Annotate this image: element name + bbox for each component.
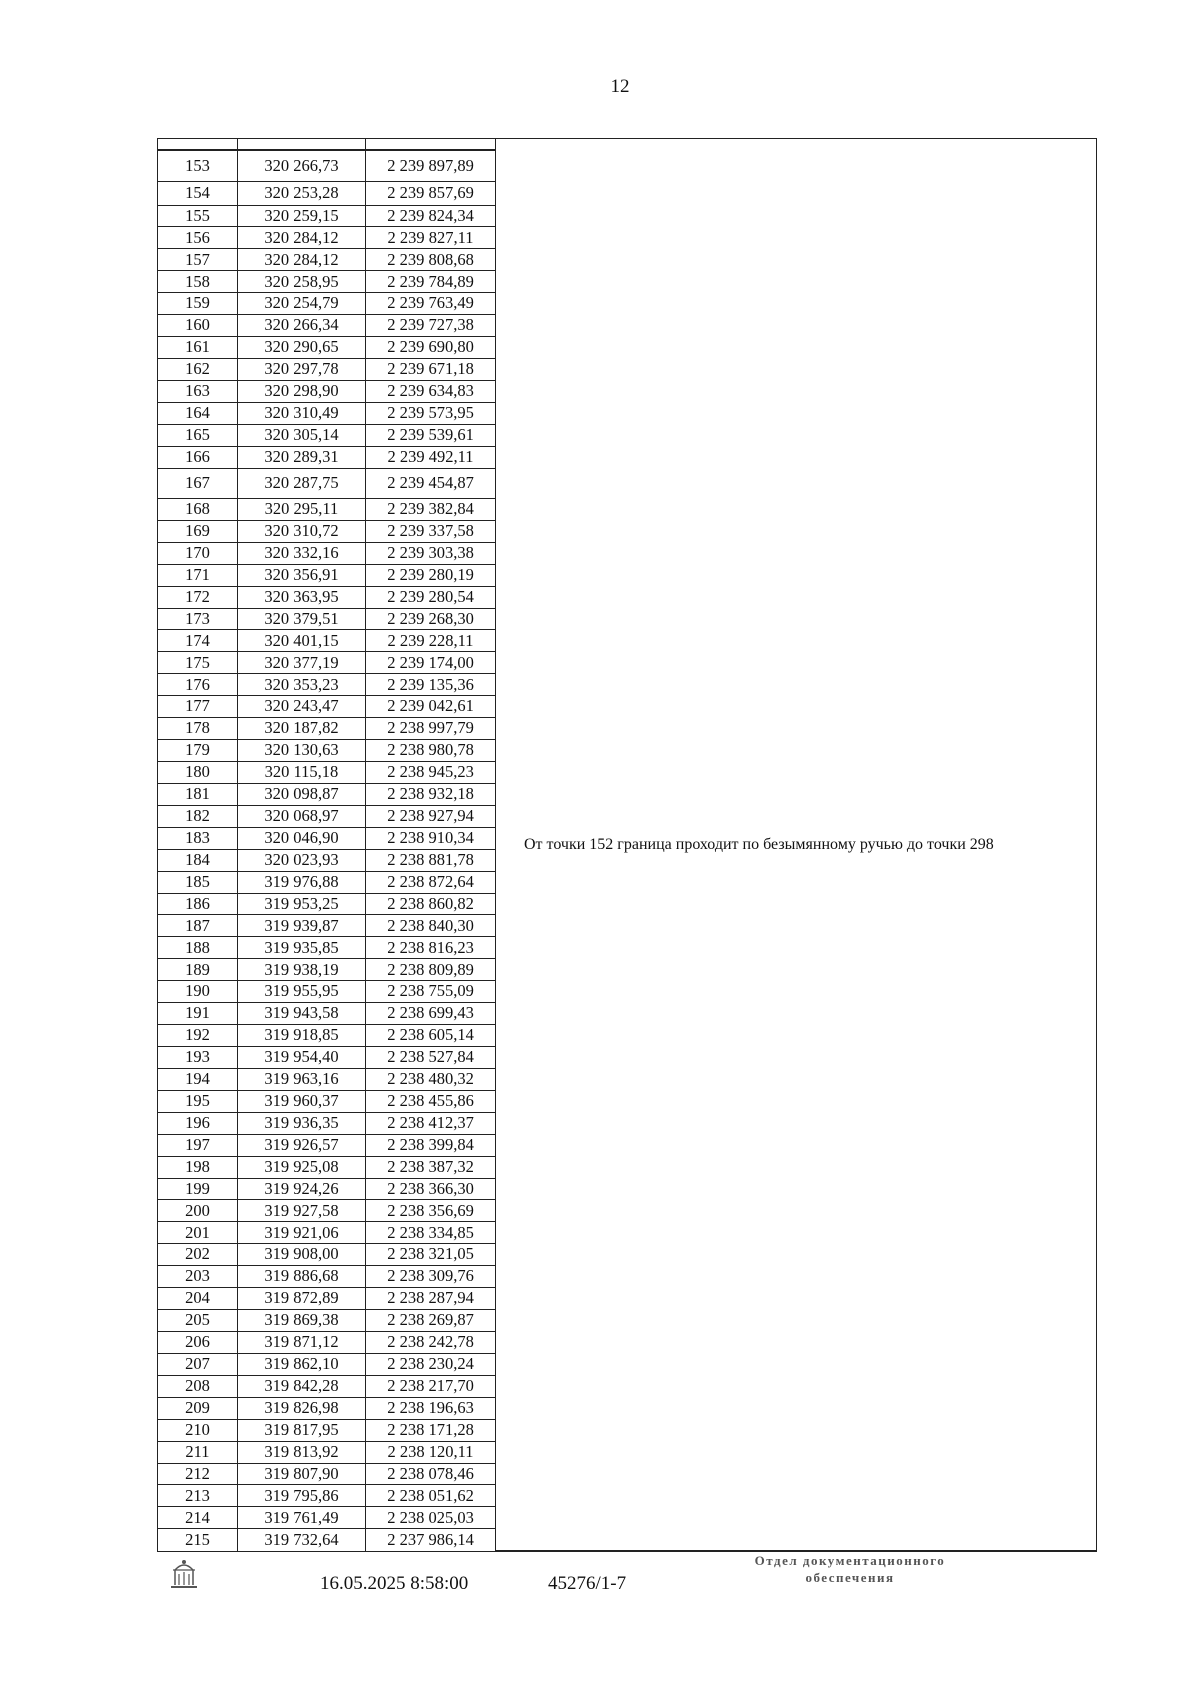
point-number-cell: 153 <box>158 150 238 181</box>
point-number-cell: 211 <box>158 1441 238 1463</box>
point-number-cell: 168 <box>158 498 238 520</box>
point-number-cell: 208 <box>158 1375 238 1397</box>
point-number-cell: 202 <box>158 1244 238 1266</box>
stamp-line-2: обеспечения <box>805 1570 895 1585</box>
point-number-cell: 160 <box>158 315 238 337</box>
y-coordinate-cell: 2 239 827,11 <box>366 227 496 249</box>
point-number-cell: 170 <box>158 542 238 564</box>
point-number-cell: 195 <box>158 1090 238 1112</box>
x-coordinate-cell: 319 732,64 <box>238 1529 366 1551</box>
x-coordinate-cell: 320 266,73 <box>238 150 366 181</box>
point-number-cell: 212 <box>158 1463 238 1485</box>
x-coordinate-cell: 320 401,15 <box>238 630 366 652</box>
y-coordinate-cell: 2 239 824,34 <box>366 205 496 227</box>
coordinates-table-body <box>158 139 1097 1552</box>
point-number-cell: 178 <box>158 718 238 740</box>
x-coordinate-cell: 320 356,91 <box>238 564 366 586</box>
point-number-cell: 193 <box>158 1046 238 1068</box>
header-cell-y <box>366 139 496 150</box>
x-coordinate-cell: 320 310,49 <box>238 402 366 424</box>
x-coordinate-cell: 319 955,95 <box>238 981 366 1003</box>
x-coordinate-cell: 320 295,11 <box>238 498 366 520</box>
x-coordinate-cell: 319 817,95 <box>238 1419 366 1441</box>
point-number-cell: 158 <box>158 271 238 293</box>
x-coordinate-cell: 319 960,37 <box>238 1090 366 1112</box>
x-coordinate-cell: 320 310,72 <box>238 520 366 542</box>
y-coordinate-cell: 2 239 303,38 <box>366 542 496 564</box>
point-number-cell: 215 <box>158 1529 238 1551</box>
y-coordinate-cell: 2 238 120,11 <box>366 1441 496 1463</box>
x-coordinate-cell: 320 023,93 <box>238 849 366 871</box>
x-coordinate-cell: 319 924,26 <box>238 1178 366 1200</box>
point-number-cell: 177 <box>158 696 238 718</box>
point-number-cell: 174 <box>158 630 238 652</box>
y-coordinate-cell: 2 239 671,18 <box>366 359 496 381</box>
point-number-cell: 180 <box>158 762 238 784</box>
y-coordinate-cell: 2 239 763,49 <box>366 293 496 315</box>
boundary-description: От точки 152 граница проходит по безымянному ручью до точки 298 <box>496 139 1097 1552</box>
x-coordinate-cell: 319 869,38 <box>238 1310 366 1332</box>
y-coordinate-cell: 2 239 634,83 <box>366 380 496 402</box>
y-coordinate-cell: 2 238 334,85 <box>366 1222 496 1244</box>
x-coordinate-cell: 320 243,47 <box>238 696 366 718</box>
header-cell-x <box>238 139 366 150</box>
point-number-cell: 197 <box>158 1134 238 1156</box>
y-coordinate-cell: 2 238 860,82 <box>366 893 496 915</box>
x-coordinate-cell: 319 807,90 <box>238 1463 366 1485</box>
point-number-cell: 155 <box>158 205 238 227</box>
point-number-cell: 162 <box>158 359 238 381</box>
footer-date: 16.05.2025 8:58:00 <box>320 1573 469 1594</box>
y-coordinate-cell: 2 238 171,28 <box>366 1419 496 1441</box>
x-coordinate-cell: 319 921,06 <box>238 1222 366 1244</box>
point-number-cell: 189 <box>158 959 238 981</box>
x-coordinate-cell: 319 871,12 <box>238 1331 366 1353</box>
y-coordinate-cell: 2 238 387,32 <box>366 1156 496 1178</box>
x-coordinate-cell: 320 363,95 <box>238 586 366 608</box>
y-coordinate-cell: 2 238 078,46 <box>366 1463 496 1485</box>
x-coordinate-cell: 320 259,15 <box>238 205 366 227</box>
x-coordinate-cell: 320 290,65 <box>238 337 366 359</box>
x-coordinate-cell: 320 266,34 <box>238 315 366 337</box>
point-number-cell: 173 <box>158 608 238 630</box>
point-number-cell: 214 <box>158 1507 238 1529</box>
x-coordinate-cell: 320 287,75 <box>238 468 366 498</box>
x-coordinate-cell: 320 305,14 <box>238 424 366 446</box>
y-coordinate-cell: 2 238 455,86 <box>366 1090 496 1112</box>
y-coordinate-cell: 2 238 699,43 <box>366 1003 496 1025</box>
x-coordinate-cell: 320 377,19 <box>238 652 366 674</box>
point-number-cell: 186 <box>158 893 238 915</box>
y-coordinate-cell: 2 238 412,37 <box>366 1112 496 1134</box>
x-coordinate-cell: 319 939,87 <box>238 915 366 937</box>
x-coordinate-cell: 320 130,63 <box>238 740 366 762</box>
x-coordinate-cell: 320 115,18 <box>238 762 366 784</box>
x-coordinate-cell: 319 954,40 <box>238 1046 366 1068</box>
y-coordinate-cell: 2 239 492,11 <box>366 446 496 468</box>
y-coordinate-cell: 2 237 986,14 <box>366 1529 496 1551</box>
y-coordinate-cell: 2 239 337,58 <box>366 520 496 542</box>
table-header-row <box>158 139 1097 150</box>
point-number-cell: 213 <box>158 1485 238 1507</box>
y-coordinate-cell: 2 238 927,94 <box>366 805 496 827</box>
y-coordinate-cell: 2 239 573,95 <box>366 402 496 424</box>
point-number-cell: 185 <box>158 871 238 893</box>
x-coordinate-cell: 320 297,78 <box>238 359 366 381</box>
x-coordinate-cell: 319 963,16 <box>238 1068 366 1090</box>
point-number-cell: 156 <box>158 227 238 249</box>
y-coordinate-cell: 2 238 755,09 <box>366 981 496 1003</box>
point-number-cell: 198 <box>158 1156 238 1178</box>
x-coordinate-cell: 320 253,28 <box>238 181 366 205</box>
point-number-cell: 207 <box>158 1353 238 1375</box>
point-number-cell: 201 <box>158 1222 238 1244</box>
y-coordinate-cell: 2 238 872,64 <box>366 871 496 893</box>
x-coordinate-cell: 319 935,85 <box>238 937 366 959</box>
y-coordinate-cell: 2 238 025,03 <box>366 1507 496 1529</box>
x-coordinate-cell: 320 254,79 <box>238 293 366 315</box>
y-coordinate-cell: 2 239 808,68 <box>366 249 496 271</box>
x-coordinate-cell: 320 284,12 <box>238 249 366 271</box>
point-number-cell: 164 <box>158 402 238 424</box>
x-coordinate-cell: 320 046,90 <box>238 827 366 849</box>
x-coordinate-cell: 319 826,98 <box>238 1397 366 1419</box>
point-number-cell: 154 <box>158 181 238 205</box>
y-coordinate-cell: 2 239 727,38 <box>366 315 496 337</box>
y-coordinate-cell: 2 238 932,18 <box>366 783 496 805</box>
footer-document-number: 45276/1-7 <box>548 1573 627 1594</box>
y-coordinate-cell: 2 238 809,89 <box>366 959 496 981</box>
y-coordinate-cell: 2 239 857,69 <box>366 181 496 205</box>
point-number-cell: 188 <box>158 937 238 959</box>
point-number-cell: 166 <box>158 446 238 468</box>
x-coordinate-cell: 320 284,12 <box>238 227 366 249</box>
y-coordinate-cell: 2 239 897,89 <box>366 150 496 181</box>
x-coordinate-cell: 319 976,88 <box>238 871 366 893</box>
stamp-line-1: Отдел документационного <box>754 1553 946 1568</box>
x-coordinate-cell: 319 918,85 <box>238 1025 366 1047</box>
x-coordinate-cell: 320 098,87 <box>238 783 366 805</box>
point-number-cell: 176 <box>158 674 238 696</box>
y-coordinate-cell: 2 238 196,63 <box>366 1397 496 1419</box>
point-number-cell: 179 <box>158 740 238 762</box>
y-coordinate-cell: 2 238 881,78 <box>366 849 496 871</box>
y-coordinate-cell: 2 238 051,62 <box>366 1485 496 1507</box>
x-coordinate-cell: 319 886,68 <box>238 1266 366 1288</box>
x-coordinate-cell: 319 926,57 <box>238 1134 366 1156</box>
y-coordinate-cell: 2 238 309,76 <box>366 1266 496 1288</box>
point-number-cell: 190 <box>158 981 238 1003</box>
point-number-cell: 205 <box>158 1310 238 1332</box>
y-coordinate-cell: 2 239 454,87 <box>366 468 496 498</box>
x-coordinate-cell: 319 872,89 <box>238 1288 366 1310</box>
y-coordinate-cell: 2 239 228,11 <box>366 630 496 652</box>
y-coordinate-cell: 2 238 321,05 <box>366 1244 496 1266</box>
point-number-cell: 172 <box>158 586 238 608</box>
y-coordinate-cell: 2 238 527,84 <box>366 1046 496 1068</box>
y-coordinate-cell: 2 239 135,36 <box>366 674 496 696</box>
y-coordinate-cell: 2 238 980,78 <box>366 740 496 762</box>
point-number-cell: 184 <box>158 849 238 871</box>
y-coordinate-cell: 2 238 840,30 <box>366 915 496 937</box>
y-coordinate-cell: 2 238 399,84 <box>366 1134 496 1156</box>
x-coordinate-cell: 320 379,51 <box>238 608 366 630</box>
organization-logo <box>163 1552 205 1592</box>
x-coordinate-cell: 320 289,31 <box>238 446 366 468</box>
point-number-cell: 204 <box>158 1288 238 1310</box>
y-coordinate-cell: 2 239 174,00 <box>366 652 496 674</box>
point-number-cell: 171 <box>158 564 238 586</box>
point-number-cell: 181 <box>158 783 238 805</box>
point-number-cell: 200 <box>158 1200 238 1222</box>
point-number-cell: 169 <box>158 520 238 542</box>
point-number-cell: 161 <box>158 337 238 359</box>
x-coordinate-cell: 319 862,10 <box>238 1353 366 1375</box>
point-number-cell: 196 <box>158 1112 238 1134</box>
y-coordinate-cell: 2 239 690,80 <box>366 337 496 359</box>
point-number-cell: 163 <box>158 380 238 402</box>
x-coordinate-cell: 319 943,58 <box>238 1003 366 1025</box>
x-coordinate-cell: 320 068,97 <box>238 805 366 827</box>
point-number-cell: 157 <box>158 249 238 271</box>
point-number-cell: 209 <box>158 1397 238 1419</box>
y-coordinate-cell: 2 239 784,89 <box>366 271 496 293</box>
y-coordinate-cell: 2 238 242,78 <box>366 1331 496 1353</box>
y-coordinate-cell: 2 238 605,14 <box>366 1025 496 1047</box>
y-coordinate-cell: 2 239 280,54 <box>366 586 496 608</box>
point-number-cell: 167 <box>158 468 238 498</box>
point-number-cell: 191 <box>158 1003 238 1025</box>
coordinates-table <box>157 138 1097 1552</box>
y-coordinate-cell: 2 238 910,34 <box>366 827 496 849</box>
point-number-cell: 192 <box>158 1025 238 1047</box>
point-number-cell: 199 <box>158 1178 238 1200</box>
page-number: 12 <box>610 76 630 97</box>
point-number-cell: 194 <box>158 1068 238 1090</box>
point-number-cell: 182 <box>158 805 238 827</box>
y-coordinate-cell: 2 238 997,79 <box>366 718 496 740</box>
x-coordinate-cell: 320 187,82 <box>238 718 366 740</box>
x-coordinate-cell: 319 813,92 <box>238 1441 366 1463</box>
x-coordinate-cell: 319 795,86 <box>238 1485 366 1507</box>
x-coordinate-cell: 320 353,23 <box>238 674 366 696</box>
y-coordinate-cell: 2 239 042,61 <box>366 696 496 718</box>
x-coordinate-cell: 319 953,25 <box>238 893 366 915</box>
department-stamp <box>690 1552 1010 1586</box>
x-coordinate-cell: 319 842,28 <box>238 1375 366 1397</box>
x-coordinate-cell: 319 938,19 <box>238 959 366 981</box>
x-coordinate-cell: 319 925,08 <box>238 1156 366 1178</box>
y-coordinate-cell: 2 238 217,70 <box>366 1375 496 1397</box>
y-coordinate-cell: 2 239 539,61 <box>366 424 496 446</box>
y-coordinate-cell: 2 239 382,84 <box>366 498 496 520</box>
x-coordinate-cell: 319 927,58 <box>238 1200 366 1222</box>
y-coordinate-cell: 2 238 480,32 <box>366 1068 496 1090</box>
point-number-cell: 210 <box>158 1419 238 1441</box>
point-number-cell: 206 <box>158 1331 238 1353</box>
y-coordinate-cell: 2 238 945,23 <box>366 762 496 784</box>
y-coordinate-cell: 2 238 230,24 <box>366 1353 496 1375</box>
header-cell-point <box>158 139 238 150</box>
y-coordinate-cell: 2 239 268,30 <box>366 608 496 630</box>
point-number-cell: 183 <box>158 827 238 849</box>
y-coordinate-cell: 2 238 366,30 <box>366 1178 496 1200</box>
x-coordinate-cell: 319 761,49 <box>238 1507 366 1529</box>
x-coordinate-cell: 319 908,00 <box>238 1244 366 1266</box>
x-coordinate-cell: 320 258,95 <box>238 271 366 293</box>
x-coordinate-cell: 319 936,35 <box>238 1112 366 1134</box>
point-number-cell: 159 <box>158 293 238 315</box>
y-coordinate-cell: 2 238 356,69 <box>366 1200 496 1222</box>
y-coordinate-cell: 2 238 287,94 <box>366 1288 496 1310</box>
x-coordinate-cell: 320 332,16 <box>238 542 366 564</box>
point-number-cell: 175 <box>158 652 238 674</box>
point-number-cell: 203 <box>158 1266 238 1288</box>
point-number-cell: 165 <box>158 424 238 446</box>
point-number-cell: 187 <box>158 915 238 937</box>
y-coordinate-cell: 2 238 816,23 <box>366 937 496 959</box>
y-coordinate-cell: 2 239 280,19 <box>366 564 496 586</box>
x-coordinate-cell: 320 298,90 <box>238 380 366 402</box>
y-coordinate-cell: 2 238 269,87 <box>366 1310 496 1332</box>
